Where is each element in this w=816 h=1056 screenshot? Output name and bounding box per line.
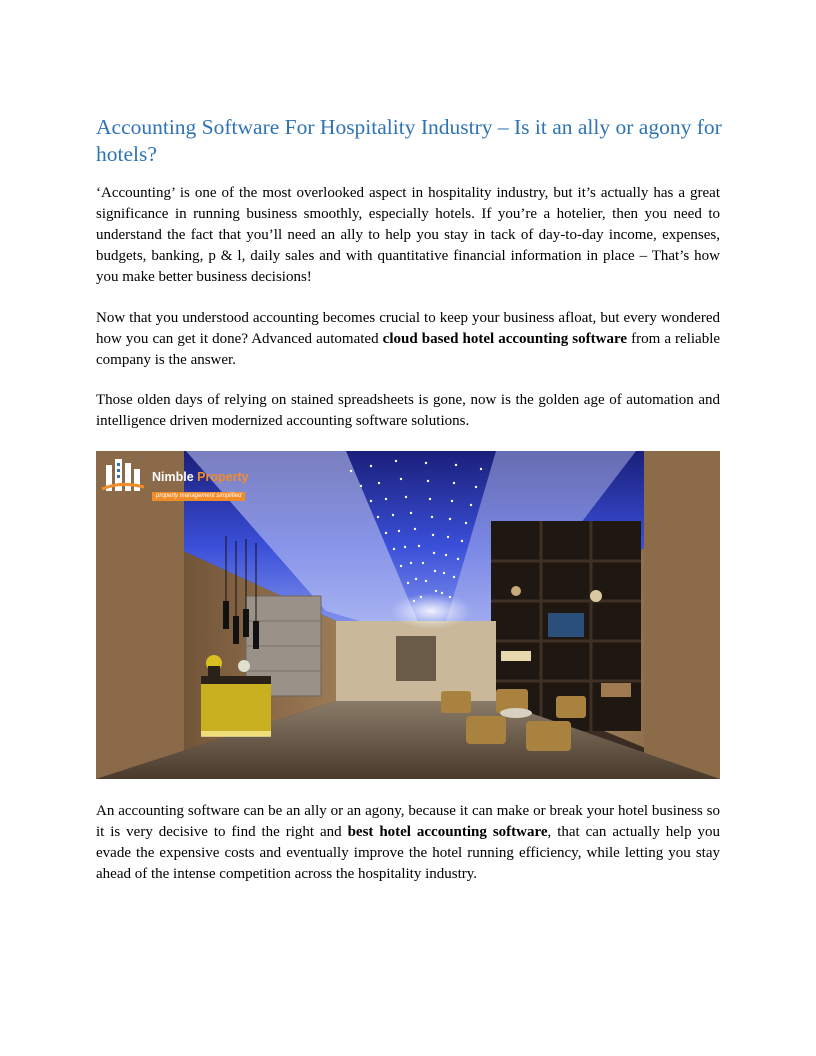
paragraph-conclusion [96, 801, 720, 885]
paragraph-conclusion-text-1: An accounting software can be an ally or an agony, because it can make or break your hotel business so it is very decisive to find the right and [96, 803, 720, 840]
paragraph-intro: ‘Accounting’ is one of the most overlooked aspect in hospitality industry, but it’s actually has a great significance in running business smoothly, especially hotels. If you’re a hotelier, then you need to understand the fact that you’ll need an ally to help you stay in tack of day-to-day income, expenses, budgets, banking, p & l, daily sales and with quantitative financial information in place – That’s how you make better business decisions! [96, 185, 720, 285]
paragraph-solution [96, 308, 720, 371]
logo-tagline: property management simplified [152, 492, 245, 501]
hotel-lobby-image [96, 451, 720, 779]
paragraph-solution-text-1: Now that you understood accounting becomes crucial to keep your business afloat, but every wondered how you can get it done? Advanced automated [96, 310, 720, 347]
logo-name: Nimble Property [152, 470, 249, 484]
paragraph-automation: Those olden days of relying on stained spreadsheets is gone, now is the golden age of automation and intelligence driven modernized accounting software solutions. [96, 392, 720, 429]
paragraph-conclusion-text-2: , that can actually help you evade the expensive costs and eventually improve the hotel running efficiency, while letting you stay ahead of the intense competition across the hospitality industry. [96, 824, 720, 882]
article-title: Accounting Software For Hospitality Industry – Is it an ally or agony for hotels? [96, 115, 722, 166]
link-cloud-hotel-accounting-software: cloud based hotel accounting software [382, 331, 628, 347]
nimble-property-logo [152, 470, 249, 502]
reception-desk [201, 676, 271, 736]
tv-screen [548, 613, 584, 637]
link-best-hotel-accounting-software: best hotel accounting software [347, 824, 548, 840]
paragraph-solution-text-2: from a reliable company is the answer. [96, 331, 721, 368]
